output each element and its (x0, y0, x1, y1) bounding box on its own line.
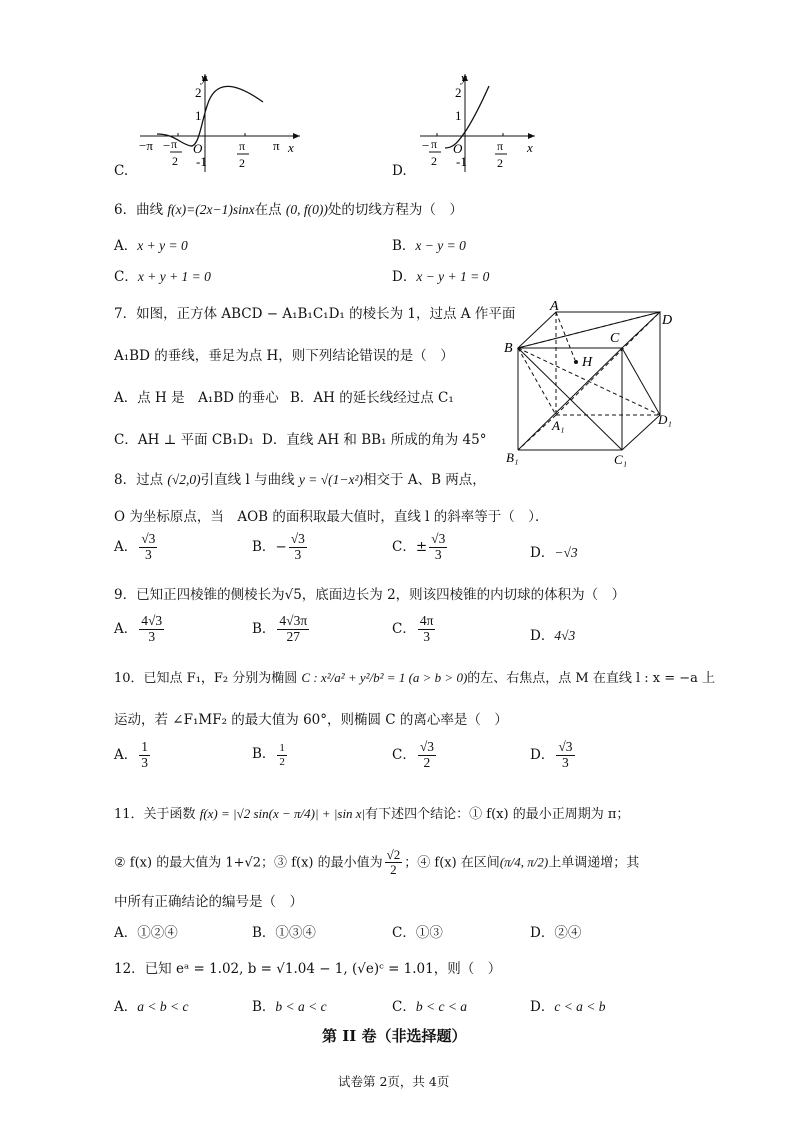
q8-option-a: A． $\frac{√3}{3}$ (114, 531, 156, 562)
svg-text:A₁: A₁ (552, 418, 565, 433)
q12-option-a: A．a < b < c (114, 999, 189, 1015)
question-7-line1: 7．如图，正方体 ABCD − A₁B₁C₁D₁ 的棱长为 1，过点 A 作平面 (114, 306, 516, 322)
svg-text:O: O (453, 141, 463, 156)
graph-option-c (135, 64, 310, 176)
svg-text:-1: -1 (196, 154, 207, 169)
y-axis-label: y (461, 70, 467, 85)
svg-text:2: 2 (497, 156, 503, 170)
svg-text:B: B (504, 341, 513, 356)
question-9: 9．已知正四棱锥的侧棱长为√5，底面边长为 2，则该四棱锥的内切球的体积为（ ） (114, 587, 626, 603)
q10-option-d: D． $\frac{√3}{3}$ (530, 739, 573, 770)
question-11: 11．关于函数 f(x) = |√2 sin(x − π/4)| + |sin x|有下述四个结论：① f(x) 的最小正周期为 π； (114, 806, 630, 822)
question-8-line2: O 为坐标原点，当 AOB 的面积取最大值时，直线 l 的斜率等于（ ）． (114, 509, 549, 525)
svg-text:π: π (171, 137, 178, 151)
svg-text:2: 2 (239, 156, 245, 170)
svg-text:π: π (239, 139, 246, 153)
section-title: 第 II 卷（非选择题） (322, 1027, 467, 1045)
svg-text:−: − (422, 138, 430, 153)
q6-option-b: B．x − y = 0 (392, 238, 466, 254)
q7-option-c: C．AH ⊥ 平面 CB₁D₁ (114, 432, 254, 448)
svg-text:2: 2 (172, 154, 178, 168)
svg-text:2: 2 (455, 85, 462, 100)
q8-option-b: B．− $\frac{√3}{3}$ (252, 531, 305, 562)
svg-text:C: C (610, 331, 620, 346)
svg-text:O: O (193, 141, 203, 156)
q11-option-a: A．①②④ (114, 925, 178, 941)
q10-option-a: A． $\frac{1}{3}$ (114, 739, 148, 770)
svg-text:D: D (662, 313, 673, 328)
svg-text:π: π (497, 139, 504, 153)
q9-option-c: C． $\frac{4\pi}{3}$ (392, 613, 434, 644)
graph-c-label: C. (114, 163, 129, 179)
q6-option-d: D．x − y + 1 = 0 (392, 269, 490, 285)
graph-option-d (415, 64, 545, 176)
q12-option-d: D．c < a < b (530, 999, 606, 1015)
svg-text:−: − (163, 138, 171, 153)
q10-option-b: B． $\frac{1}{2}$ (252, 742, 285, 768)
svg-text:A: A (550, 300, 559, 314)
q12-option-c: C．b < c < a (392, 999, 468, 1015)
q10-option-c: C． $\frac{√3}{2}$ (392, 739, 435, 770)
svg-text:π: π (273, 138, 280, 153)
question-7-line2: A₁BD 的垂线，垂足为点 H，则下列结论错误的是（ ） (114, 348, 454, 364)
svg-text:1: 1 (455, 108, 462, 123)
svg-text:B₁: B₁ (506, 450, 519, 465)
x-axis-label: x (527, 140, 533, 155)
cube-figure (500, 300, 690, 468)
q11-option-c: C．①③ (392, 925, 443, 941)
q12-option-b: B．b < a < c (252, 999, 327, 1015)
q6-option-c: C．x + y + 1 = 0 (114, 269, 211, 285)
q8-option-c: C．± $\frac{√3}{3}$ (392, 531, 446, 562)
svg-text:π: π (431, 137, 438, 151)
question-12: 12．已知 eᵃ = 1.02, b = √1.04 − 1, (√e)ᶜ = 1.01，则（ ） (114, 961, 502, 977)
x-axis-label: x (288, 140, 294, 155)
svg-text:C₁: C₁ (614, 452, 628, 467)
svg-text:2: 2 (431, 154, 437, 168)
y-axis-label: y (201, 70, 207, 85)
svg-text:H: H (582, 355, 593, 370)
page-footer: 试卷第 2页，共 4页 (338, 1074, 450, 1089)
graph-d-label: D. (392, 163, 407, 179)
svg-text:1: 1 (195, 108, 202, 123)
q11-option-d: D．②④ (530, 925, 582, 941)
q9-option-b: B． $\frac{4√3\pi}{27}$ (252, 613, 308, 644)
q8-option-d: D．−√3 (530, 545, 578, 561)
svg-text:−π: −π (139, 138, 153, 153)
svg-text:D₁: D₁ (658, 412, 672, 427)
q7-option-d: D．直线 AH 和 BB₁ 所成的角为 45° (262, 432, 487, 448)
question-11-line3: 中所有正确结论的编号是（ ） (114, 894, 303, 910)
question-10-line2: 运动，若 ∠F₁MF₂ 的最大值为 60°，则椭圆 C 的离心率是（ ） (114, 712, 508, 728)
question-10: 10．已知点 F₁，F₂ 分别为椭圆 C : x²/a² + y²/b² = 1 (a > b > 0)的左、右焦点，点 M 在直线 l : x = −a 上 (114, 670, 716, 686)
question-8: 8．过点 (√2,0)引直线 l 与曲线 y = √(1−x²)相交于 A、B 两点， (114, 472, 486, 488)
q9-option-a: A． $\frac{4√3}{3}$ (114, 613, 163, 644)
q11-option-b: B．①③④ (252, 925, 316, 941)
question-11-line2: ② f(x) 的最大值为 1+√2；③ f(x) 的最小值为 $\frac{√2}{2}$ ；④ f(x) 在区间(π/4, π/2)上单调递增；其 (114, 847, 640, 878)
svg-text:2: 2 (195, 85, 202, 100)
q9-option-d: D．4√3 (530, 628, 576, 644)
svg-text:-1: -1 (456, 154, 467, 169)
question-6: 6．曲线 f(x)=(2x−1)sinx在点 (0, f(0))处的切线方程为（ ） (114, 202, 463, 218)
q7-option-a: A．点 H 是 A₁BD 的垂心 (114, 390, 279, 406)
q6-option-a: A．x + y = 0 (114, 238, 188, 254)
q7-option-b: B．AH 的延长线经过点 C₁ (290, 390, 454, 406)
